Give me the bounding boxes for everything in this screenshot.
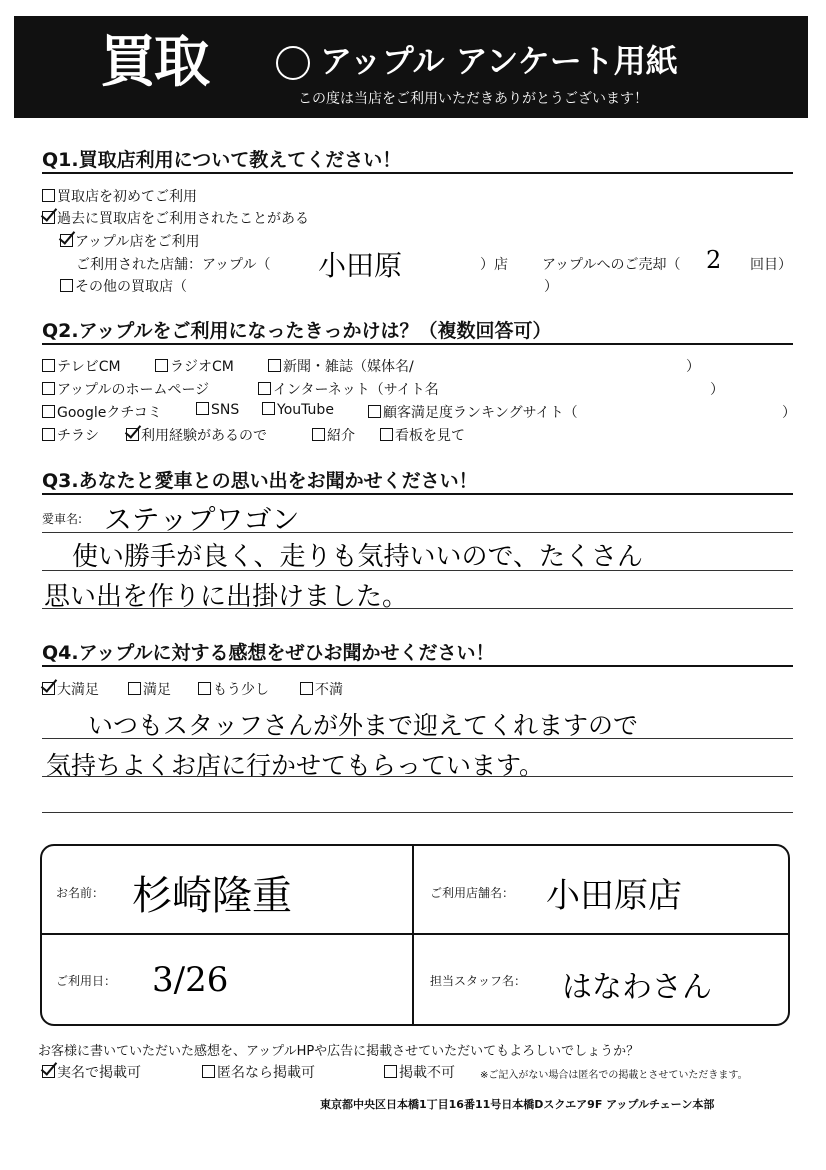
- ruled-line: [42, 532, 793, 533]
- q2-option-homepage[interactable]: アップルのホームページ: [42, 379, 209, 399]
- checkbox-checked[interactable]: [42, 211, 55, 224]
- checkbox[interactable]: [42, 359, 55, 372]
- checkbox-checked[interactable]: [42, 682, 55, 695]
- q4-heading: Q4.アップルに対する感想をぜひお聞かせください！: [42, 642, 495, 664]
- consent-question: お客様に書いていただいた感想を、アップルHPや広告に掲載させていただいてもよろしいでしょうか？: [38, 1044, 640, 1059]
- q1-count-suffix: 回目）: [750, 257, 792, 273]
- checkbox[interactable]: [312, 428, 325, 441]
- checkbox-checked[interactable]: [60, 234, 73, 247]
- q2-option-ranking[interactable]: 顧客満足度ランキングサイト（: [368, 402, 578, 422]
- ruled-line: [42, 570, 793, 571]
- q2-internet-close: ）: [710, 382, 724, 398]
- checkbox[interactable]: [155, 359, 168, 372]
- q1-other-close: ）: [544, 279, 558, 295]
- q1-store-suffix: ）店: [480, 257, 508, 273]
- q1-divider: [42, 172, 793, 174]
- q4-option-satisfied[interactable]: 満足: [128, 679, 171, 699]
- checkbox[interactable]: [268, 359, 281, 372]
- q2-ranking-close: ）: [782, 405, 796, 421]
- checkbox[interactable]: [202, 1065, 215, 1078]
- q1-count-label: アップルへのご売却（: [542, 257, 681, 273]
- q2-option-flyer[interactable]: チラシ: [42, 425, 99, 445]
- consent-option-anonymous[interactable]: 匿名なら掲載可: [202, 1062, 315, 1082]
- staff-label: 担当スタッフ名：: [430, 974, 527, 988]
- checkbox[interactable]: [42, 428, 55, 441]
- q3-answer-line2[interactable]: 思い出を作りに出掛けました。: [44, 582, 409, 612]
- consent-note: ※ご記入がない場合は匿名での掲載とさせていただきます。: [480, 1070, 748, 1081]
- q3-car-label: 愛車名:: [42, 512, 83, 526]
- checkbox[interactable]: [300, 682, 313, 695]
- checkbox[interactable]: [262, 402, 275, 415]
- q2-option-internet[interactable]: インターネット（サイト名: [258, 379, 439, 399]
- hq-address: 東京都中央区日本橋1丁目16番11号日本橋Dスクエア9F アップルチェーン本部: [320, 1098, 715, 1111]
- q4-answer-line2[interactable]: 気持ちよくお店に行かせてもらっています。: [46, 751, 545, 780]
- checkbox[interactable]: [196, 402, 209, 415]
- q2-option-referral[interactable]: 紹介: [312, 425, 355, 445]
- q3-answer-line1[interactable]: 使い勝手が良く、走りも気持いいので、たくさん: [72, 542, 643, 572]
- date-value[interactable]: 3/26: [152, 960, 229, 1000]
- q1-option-past[interactable]: 過去に買取店をご利用されたことがある: [42, 208, 309, 228]
- q1-store-value[interactable]: 小田原: [318, 249, 403, 282]
- checkbox[interactable]: [368, 405, 381, 418]
- q3-car-value[interactable]: ステップワゴン: [104, 503, 300, 536]
- consent-option-no-publish[interactable]: 掲載不可: [384, 1062, 455, 1082]
- q1-store-label: ご利用された店舗：アップル（: [76, 257, 271, 273]
- store-name-label: ご利用店舗名：: [430, 886, 515, 900]
- q4-divider: [42, 665, 793, 667]
- checkbox[interactable]: [258, 382, 271, 395]
- ruled-line: [42, 776, 793, 777]
- q2-option-news[interactable]: 新聞・雑誌（媒体名/: [268, 356, 414, 376]
- q2-option-google[interactable]: Googleクチコミ: [42, 402, 162, 422]
- q2-option-radio[interactable]: ラジオCM: [155, 356, 234, 376]
- q2-heading: Q2.アップルをご利用になったきっかけは？（複数回答可）: [42, 320, 552, 342]
- staff-value[interactable]: はなわさん: [562, 970, 712, 1005]
- consent-option-real-name[interactable]: 実名で掲載可: [42, 1062, 141, 1082]
- apple-logo-icon: [276, 46, 310, 80]
- banner-title: 買取: [100, 30, 208, 95]
- header-banner: [14, 16, 808, 118]
- banner-greeting: この度は当店をご利用いただきありがとうございます！: [298, 91, 648, 107]
- info-box-horizontal-divider: [42, 933, 788, 935]
- q2-option-tv[interactable]: テレビCM: [42, 356, 121, 376]
- q1-count-value[interactable]: 2: [706, 246, 722, 274]
- q3-divider: [42, 493, 793, 495]
- info-box-vertical-divider: [412, 846, 414, 1024]
- checkbox[interactable]: [384, 1065, 397, 1078]
- ruled-line: [42, 812, 793, 813]
- q4-answer-line1[interactable]: いつもスタッフさんが外まで迎えてくれますので: [88, 711, 639, 740]
- q1-option-first[interactable]: 買取店を初めてご利用: [42, 186, 197, 206]
- q2-news-close: ）: [686, 359, 700, 375]
- q2-option-experience[interactable]: 利用経験があるので: [126, 425, 267, 445]
- checkbox[interactable]: [380, 428, 393, 441]
- q2-option-sns[interactable]: SNS: [196, 402, 239, 418]
- q1-option-apple[interactable]: アップル店をご利用: [60, 231, 199, 251]
- q4-option-almost[interactable]: もう少し: [198, 679, 269, 699]
- ruled-line: [42, 608, 793, 609]
- name-value[interactable]: 杉崎隆重: [132, 873, 292, 919]
- q1-option-other[interactable]: その他の買取店（: [60, 276, 187, 296]
- q2-option-signboard[interactable]: 看板を見て: [380, 425, 465, 445]
- checkbox-checked[interactable]: [42, 1065, 55, 1078]
- store-name-value[interactable]: 小田原店: [546, 876, 682, 916]
- name-label: お名前：: [56, 886, 105, 900]
- date-label: ご利用日：: [56, 974, 117, 988]
- q3-heading: Q3.あなたと愛車との思い出をお聞かせください！: [42, 470, 478, 492]
- checkbox[interactable]: [60, 279, 73, 292]
- checkbox-checked[interactable]: [126, 428, 139, 441]
- q4-option-very-satisfied[interactable]: 大満足: [42, 679, 99, 699]
- checkbox[interactable]: [42, 382, 55, 395]
- q1-heading: Q1.買取店利用について教えてください！: [42, 149, 402, 171]
- ruled-line: [42, 738, 793, 739]
- q2-divider: [42, 343, 793, 345]
- checkbox[interactable]: [128, 682, 141, 695]
- checkbox[interactable]: [42, 405, 55, 418]
- q4-option-dissatisfied[interactable]: 不満: [300, 679, 343, 699]
- checkbox[interactable]: [198, 682, 211, 695]
- banner-subtitle: アップル アンケート用紙: [320, 42, 678, 80]
- checkbox[interactable]: [42, 189, 55, 202]
- q2-option-youtube[interactable]: YouTube: [262, 402, 334, 418]
